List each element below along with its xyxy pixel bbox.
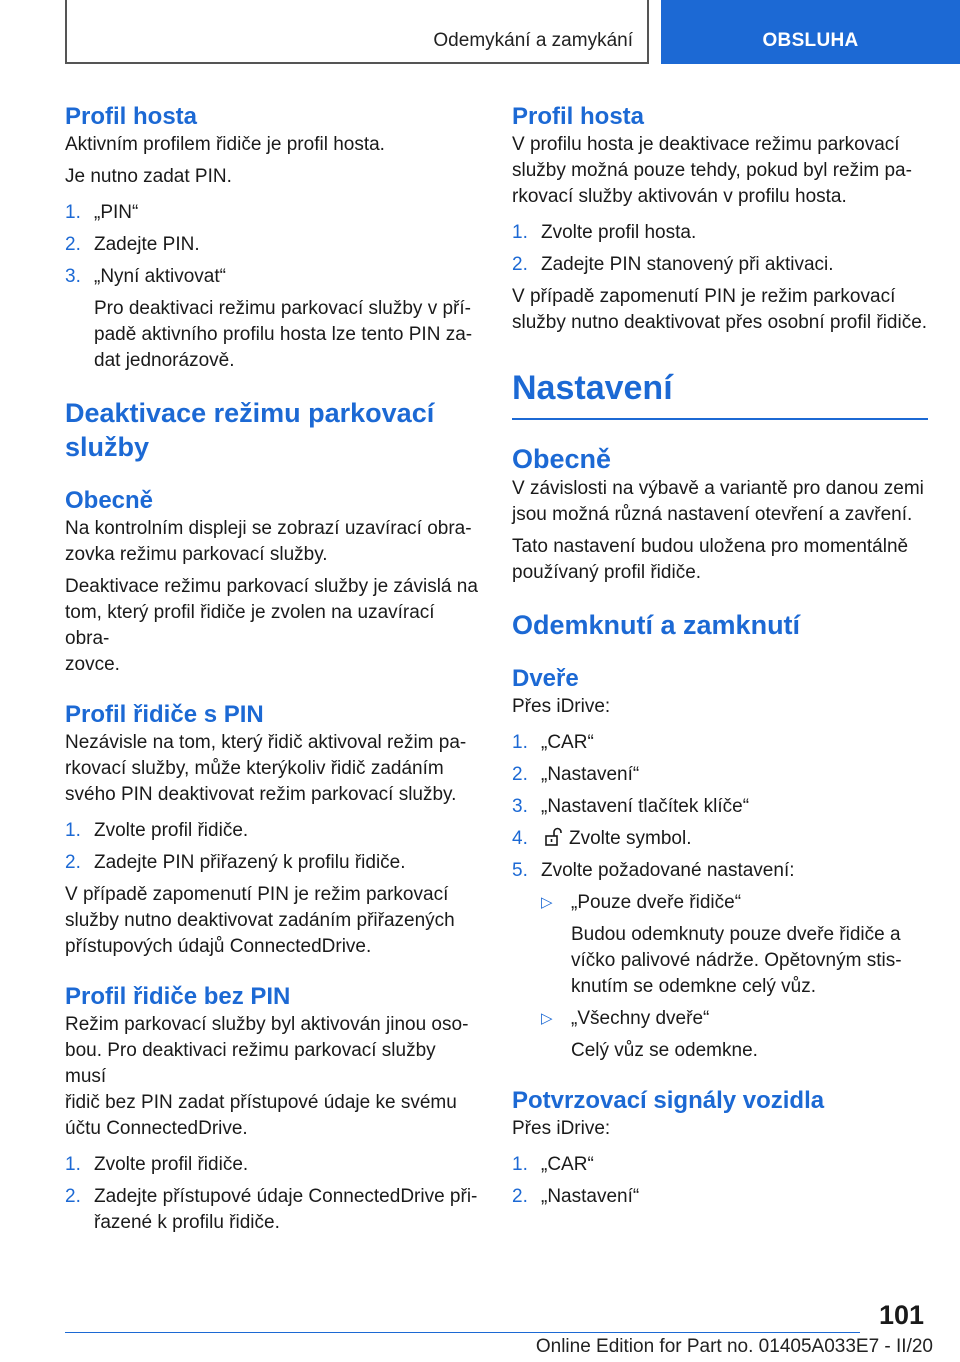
list-number: 2. xyxy=(512,764,528,785)
paragraph: Aktivním profilem řidiče je profil hosta. xyxy=(65,134,385,155)
text-line: svého PIN deaktivovat režim parkovací služby. xyxy=(65,784,457,805)
text-line: rkovací služby aktivován v profilu hosta. xyxy=(512,186,847,207)
list-text: Zvolte profil řidiče. xyxy=(94,820,249,841)
list-text: Zadejte PIN stanovený při aktivaci. xyxy=(541,254,834,275)
list-item xyxy=(65,818,481,844)
list-text: „Nastavení“ xyxy=(541,764,640,785)
list-item xyxy=(512,826,928,852)
paragraph xyxy=(512,284,928,336)
list-text: „Nastavení tlačítek klíče“ xyxy=(541,796,750,817)
list-item xyxy=(65,1152,481,1178)
text-line: padě aktivního profilu hosta lze tento PIN za- xyxy=(94,324,473,345)
list-item xyxy=(512,1152,928,1178)
text-line: účtu ConnectedDrive. xyxy=(65,1118,248,1139)
heading-dvere: Dveře xyxy=(512,665,579,692)
list-text: „Nastavení“ xyxy=(541,1186,640,1207)
triangle-bullet-icon: ▷ xyxy=(541,1010,553,1027)
footer-rule xyxy=(65,1332,860,1333)
heading-profil-ridice-bez-pin: Profil řidiče bez PIN xyxy=(65,983,291,1010)
text-line: Zadejte přístupové údaje ConnectedDrive při- xyxy=(94,1186,478,1207)
paragraph: Přes iDrive: xyxy=(512,696,611,717)
list-item xyxy=(512,730,928,756)
paragraph xyxy=(65,1012,481,1142)
list-item xyxy=(512,794,928,820)
list-text: „Pouze dveře řidiče“ xyxy=(571,892,742,913)
text-line: V závislosti na výbavě a variantě pro danou zemi xyxy=(512,478,924,499)
paragraph xyxy=(65,516,481,568)
text-line: víčko palivové nádrže. Opětovným stis- xyxy=(571,950,902,971)
list-number: 1. xyxy=(512,222,528,243)
text-line: Režim parkovací služby byl aktivován jinou oso- xyxy=(65,1014,469,1035)
list-item xyxy=(65,200,481,226)
list-item xyxy=(512,252,928,278)
sub-list-note: Celý vůz se odemkne. xyxy=(571,1040,758,1061)
list-number: 3. xyxy=(512,796,528,817)
heading-potvrzovaci-signaly: Potvrzovací signály vozidla xyxy=(512,1087,825,1114)
list-item xyxy=(65,850,481,876)
paragraph: Přes iDrive: xyxy=(512,1118,611,1139)
list-item xyxy=(65,232,481,258)
heading-profil-ridice-s-pin: Profil řidiče s PIN xyxy=(65,701,264,728)
text-line: bou. Pro deaktivaci režimu parkovací služby musí xyxy=(65,1040,436,1087)
text-line: V profilu hosta je deaktivace režimu parkovací xyxy=(512,134,900,155)
list-text: Zvolte profil hosta. xyxy=(541,222,697,243)
list-number: 2. xyxy=(512,1186,528,1207)
heading-line: služby xyxy=(65,432,150,462)
text-line: Nezávisle na tom, který řidič aktivoval režim pa- xyxy=(65,732,467,753)
left-column xyxy=(65,100,481,1236)
list-item xyxy=(512,220,928,246)
text-line: Na kontrolním displeji se zobrazí uzavírací obra- xyxy=(65,518,472,539)
list-number: 2. xyxy=(65,1186,81,1207)
text-line: přístupových údajů ConnectedDrive. xyxy=(65,936,372,957)
sub-list-note xyxy=(512,922,928,1000)
list-number: 3. xyxy=(65,266,81,287)
header-tab-label: OBSLUHA xyxy=(762,30,859,51)
sub-list-item xyxy=(512,890,928,916)
list-item xyxy=(512,762,928,788)
paragraph xyxy=(65,882,481,960)
header-title: Odemykání a zamykání xyxy=(433,30,633,51)
header-section-tab xyxy=(661,0,960,64)
list-number: 1. xyxy=(512,1154,528,1175)
list-number: 2. xyxy=(512,254,528,275)
list-text: Zvolte požadované nastavení: xyxy=(541,860,795,881)
list-item xyxy=(65,264,481,290)
text-line: tom, který profil řidiče je zvolen na uzavírací obra- xyxy=(65,602,435,649)
heading-odemknuti: Odemknutí a zamknutí xyxy=(512,610,801,640)
list-text: Zadejte PIN přiřazený k profilu řidiče. xyxy=(94,852,406,873)
text-line: V případě zapomenutí PIN je režim parkovací xyxy=(512,286,896,307)
list-item xyxy=(65,1184,481,1236)
list-text: Zvolte symbol. xyxy=(569,828,692,849)
text-line: dat jednorázově. xyxy=(94,350,235,371)
heading-nastaveni: Nastavení xyxy=(512,369,673,407)
list-text: Zvolte profil řidiče. xyxy=(94,1154,249,1175)
text-line: Tato nastavení budou uložena pro momentálně xyxy=(512,536,909,557)
list-number: 1. xyxy=(65,820,81,841)
paragraph xyxy=(512,476,928,528)
text-line: zovka režimu parkovací služby. xyxy=(65,544,328,565)
text-line: řidič bez PIN zadat přístupové údaje ke svému xyxy=(65,1092,457,1113)
list-number: 2. xyxy=(65,234,81,255)
header-box xyxy=(65,0,649,64)
page-number: 101 xyxy=(878,1300,924,1330)
list-item xyxy=(512,1184,928,1210)
heading-obecne-2: Obecně xyxy=(512,444,612,474)
list-text: „CAR“ xyxy=(541,1154,594,1175)
list-item xyxy=(512,858,928,884)
text-line: služby nutno deaktivovat zadáním přiřazených xyxy=(65,910,455,931)
list-note xyxy=(65,296,481,374)
list-number: 1. xyxy=(65,1154,81,1175)
paragraph xyxy=(512,132,928,210)
right-column xyxy=(512,100,928,1210)
text-line: zovce. xyxy=(65,654,120,675)
paragraph xyxy=(65,574,481,678)
text-line: služby možná pouze tehdy, pokud byl režim pa- xyxy=(512,160,912,181)
list-number: 2. xyxy=(65,852,81,873)
heading-line: Deaktivace režimu parkovací xyxy=(65,398,435,428)
list-number: 1. xyxy=(512,732,528,753)
text-line: knutím se odemkne celý vůz. xyxy=(571,976,816,997)
paragraph xyxy=(65,730,481,808)
text-line: Deaktivace režimu parkovací služby je závislá na xyxy=(65,576,478,597)
list-text: „CAR“ xyxy=(541,732,594,753)
list-number: 1. xyxy=(65,202,81,223)
footer-edition: Online Edition for Part no. 01405A033E7 - II/20 xyxy=(535,1336,933,1357)
text-line: jsou možná různá nastavení otevření a zavření. xyxy=(512,504,913,525)
text-line: Pro deaktivaci režimu parkovací služby v pří- xyxy=(94,298,471,319)
paragraph xyxy=(512,534,928,586)
text-line: rkovací služby, může kterýkoliv řidič zadáním xyxy=(65,758,444,779)
text-line: používaný profil řidiče. xyxy=(512,562,702,583)
list-text: Zadejte PIN. xyxy=(94,234,200,255)
heading-deaktivace xyxy=(65,394,481,464)
list-text: „Nyní aktivovat“ xyxy=(94,266,226,287)
list-number: 5. xyxy=(512,860,528,881)
heading-obecne: Obecně xyxy=(65,487,154,514)
unlock-icon xyxy=(543,827,563,847)
heading-profil-hosta: Profil hosta xyxy=(65,103,198,130)
list-text: „PIN“ xyxy=(94,202,139,223)
list-text: „Všechny dveře“ xyxy=(571,1008,710,1029)
paragraph: Je nutno zadat PIN. xyxy=(65,166,232,187)
text-line: služby nutno deaktivovat přes osobní profil řidiče. xyxy=(512,312,928,333)
heading-profil-hosta-2: Profil hosta xyxy=(512,103,645,130)
text-line: řazené k profilu řidiče. xyxy=(94,1212,280,1233)
sub-list-item xyxy=(512,1006,928,1032)
text-line: V případě zapomenutí PIN je režim parkovací xyxy=(65,884,449,905)
triangle-bullet-icon: ▷ xyxy=(541,894,553,911)
text-line: Budou odemknuty pouze dveře řidiče a xyxy=(571,924,901,945)
list-number: 4. xyxy=(512,828,528,849)
